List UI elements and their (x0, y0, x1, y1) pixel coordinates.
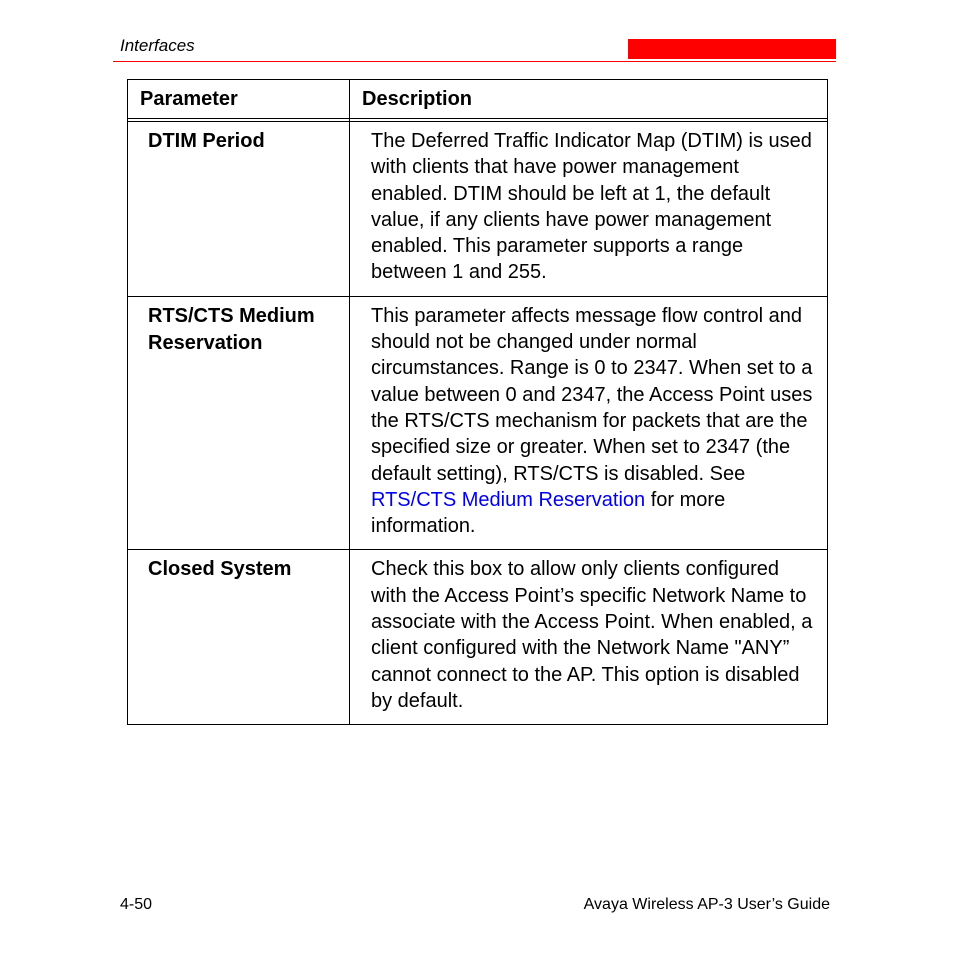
column-header-description: Description (350, 80, 828, 119)
cross-reference-link[interactable]: RTS/CTS Medium Reservation (371, 488, 646, 511)
header-divider (113, 61, 836, 62)
parameter-description (350, 296, 828, 550)
parameter-name: RTS/CTS Medium Reservation (128, 296, 350, 550)
table-header-row (128, 80, 828, 119)
description-text: for more information. (371, 488, 726, 538)
book-title: Avaya Wireless AP-3 User’s Guide (583, 896, 830, 913)
parameter-name: Closed System (128, 550, 350, 725)
parameter-name: DTIM Period (128, 122, 350, 297)
table-row (128, 122, 828, 297)
header-accent-bar (628, 39, 836, 59)
parameter-description: The Deferred Traffic Indicator Map (DTIM) is used with clients that have power management enabled. DTIM should be left at 1, the default value, if any clients have power management enabled. This parameter supports a range between 1 and 255. (350, 122, 828, 297)
table-row (128, 550, 828, 725)
parameter-description: Check this box to allow only clients configured with the Access Point’s specific Network Name to associate with the Access Point. When enabled, a client configured with the Network Name "ANY” cannot connect to the AP. This option is disabled by default. (350, 550, 828, 725)
description-text: This parameter affects message flow control and should not be changed under normal circumstances. Range is 0 to 2347. When set to a value between 0 and 2347, the Access Point uses the RTS/CTS mechanism for packets that are the specified size or greater. When set to 2347 (the default setting), RTS/CTS is disabled. See (371, 304, 813, 485)
parameter-table (127, 79, 828, 725)
column-header-parameter: Parameter (128, 80, 350, 119)
page-number: 4-50 (120, 896, 153, 913)
table-row (128, 296, 828, 550)
running-header-title: Interfaces (120, 36, 195, 55)
